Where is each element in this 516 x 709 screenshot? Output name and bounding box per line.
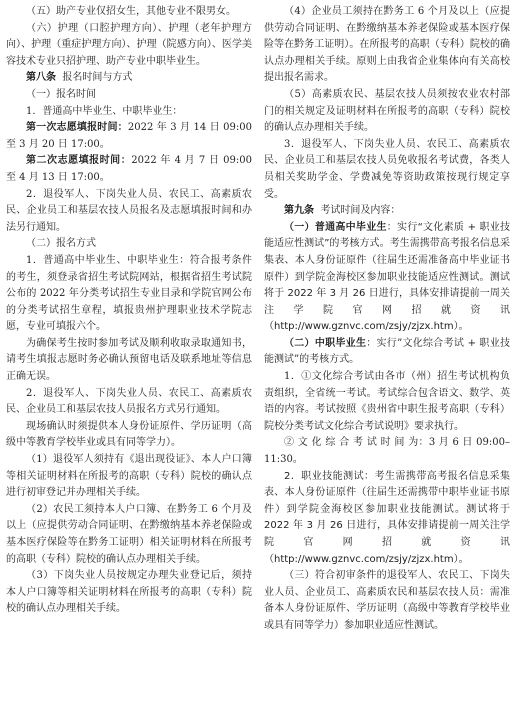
paragraph-high-school-exam bbox=[264, 220, 510, 336]
vocational-exam-label: （二）中职毕业生 bbox=[284, 337, 367, 349]
subsection-registration-time: （一）报名时间 bbox=[26, 88, 96, 100]
paragraph-midwifery: （五）助产专业仅招女生，其他专业不限男女。 bbox=[26, 6, 236, 17]
item-special-groups-time: 2．退役军人、下岗失业人员、农民工、高素质农民、企业员工和基层农技人员报名及志愿填报时间和办法另行通知。 bbox=[6, 188, 252, 233]
article-8-title: 报名时间与方式 bbox=[62, 72, 133, 84]
right-column bbox=[264, 4, 510, 709]
paragraph-veterans: （1）退役军人须持有《退出现役证》、本人户口簿等相关证明材料在所报考的高职（专科）院校的确认点进行初审登记并办理相关手续。 bbox=[6, 454, 252, 499]
first-application-label: 第一次志愿填报时间： bbox=[26, 122, 128, 134]
paragraph-cultural-exam-time: ② 文 化 综 合 考 试 时 间 为：3 月 6 日 09:00–11:30。 bbox=[264, 437, 510, 466]
paragraph-special-groups-method: 2．退役军人、下岗失业人员、农民工、高素质农民、企业员工和基层农技人员报名方式另行通知。 bbox=[6, 387, 252, 416]
paragraph-nursing-directions: （六）护理（口腔护理方向）、护理（老年护理方向）、护理（重症护理方向）、护理（院感方向）、医学美容技术专业只招护理、助产专业中职毕业生。 bbox=[6, 22, 252, 67]
paragraph-migrant-workers: （2）农民工须持本人户口簿、在黔务工 6 个月及以上（应提供劳动合同证明、在黔缴纳基本养老保险或基本医疗保险等在黔务工证明）相关证明材料在所报考的高职（专科）院校的确认点办理相关手续。 bbox=[6, 503, 252, 565]
subsection-registration-method: （二）报名方式 bbox=[26, 238, 96, 250]
paragraph-enterprise-employees: （4）企业员工须持在黔务工 6 个月及以上（应提供劳动合同证明、在黔缴纳基本养老保险或基本医疗保险等在黔务工证明）。在所报考的高职（专科）院校的确认点办理相关手续。原则上由我省企业集体向有关高校提出报名需求。 bbox=[264, 6, 510, 84]
paragraph-skills-test: 2．职业技能测试：考生需携带高考报名信息采集表、本人身份证原件（往届生还需携带中职毕业证书原件）到学院金海校区参加职业技能测试。测试将于 2022 年 3 月 26 日进行，具体安排请提前一周关注学院官网招就资讯（http://www.gznvc.com/zsjy/zjzx.htm）。 bbox=[264, 470, 510, 565]
paragraph-vocational-exam bbox=[264, 336, 510, 369]
paragraph-special-groups-test: （三）符合初审条件的退役军人、农民工、下岗失业人员、企业员工、高素质农民和基层农技人员：需准备本人身份证原件、学历证明（高级中等教育学校毕业或具有同等学力）参加职业适应性测试。 bbox=[264, 570, 510, 631]
article-9-number: 第九条 bbox=[284, 205, 314, 217]
first-application-period bbox=[6, 120, 252, 153]
paragraph-cultural-exam: 1．①文化综合考试由各市（州）招生考试机构负责组织，全省统一考试。考试综合包含语文、数学、英语的内容。考试按照《贵州省中职生报考高职（专科）院校分类考试文化综合考试说明》要求执行。 bbox=[264, 371, 510, 432]
paragraph-unemployed: （3）下岗失业人员按规定办理失业登记后，须持本人户口簿等相关证明材料在所报考的高职（专科）院校的确认点办理相关手续。 bbox=[6, 570, 252, 615]
article-9-heading bbox=[264, 203, 510, 220]
article-8-number: 第八条 bbox=[26, 72, 56, 84]
left-column bbox=[6, 4, 252, 709]
article-9-title: 考试时间及内容： bbox=[320, 205, 401, 217]
paragraph-fee-waiver: 3．退役军人、下岗失业人员、农民工、高素质农民、企业员工和基层农技人员免收报名考试费，各类人员相关奖助学金、学费减免等资助政策按现行规定享受。 bbox=[264, 138, 510, 200]
item-high-school-graduates: 1．普通高中毕业生、中职毕业生： bbox=[26, 105, 183, 117]
article-8-heading bbox=[6, 70, 252, 87]
paragraph-online-application: 1．普通高中毕业生、中职毕业生：符合报考条件的考生，须登录省招生考试院网站，根据省招生考试院公布的 2022 年分类考试招生专业目录和学院官网公布的分类考试招生章程，填报贵州护理职业技术学院志愿，专业可填报六个。 bbox=[6, 254, 252, 333]
first-application-dates: 2022 年 3 月 14 日 09:00 至 3 月 20 日 17:00。 bbox=[6, 122, 252, 150]
paragraph-contact-info-notice: 为确保考生按时参加考试及顺利收取录取通知书，请考生填报志愿时务必确认预留电话及联系地址等信息正确无误。 bbox=[6, 337, 252, 383]
paragraph-farmers-technicians: （5）高素质农民、基层农技人员须按农业农村部门的相关规定及证明材料在所报考的高职（专科）院校的确认点办理相关手续。 bbox=[264, 88, 510, 134]
paragraph-onsite-documents: 现场确认时须提供本人身份证原件、学历证明（高级中等教育学校毕业或具有同等学力）。 bbox=[6, 420, 252, 449]
second-application-period bbox=[6, 153, 252, 186]
vocational-exam-text: ：实行”文化综合考试 + 职业技能测试”的考核方式。 bbox=[264, 337, 510, 366]
second-application-dates: 2022 年 4 月 7 日 09:00 至 4 月 13 日 17:00。 bbox=[6, 155, 252, 183]
second-application-label: 第二次志愿填报时间： bbox=[26, 155, 132, 167]
high-school-exam-label: （一）普通高中毕业生 bbox=[284, 221, 387, 233]
high-school-exam-text: ：实行“文化素质 + 职业技能适应性测试”的考核方式。考生需携带高考报名信息采集表、本人身份证原件（往届生还需准备高中毕业证书原件）到学院金海校区参加职业技能适应性测试。测试将于 2022 年 3 月 26 日进行，具体安排请提前一周关注学院官网招就资讯（http://www.gznvc.com/zsjy/zjzx.htm）。 bbox=[264, 221, 510, 333]
